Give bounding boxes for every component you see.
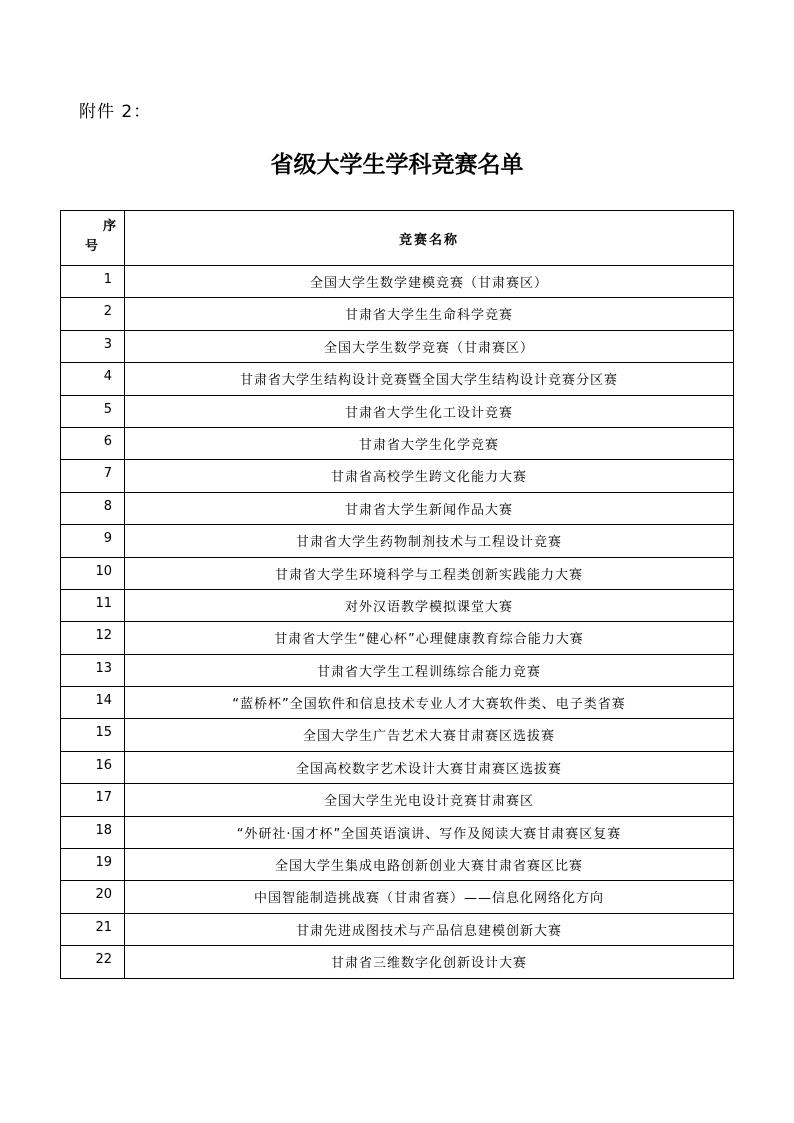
row-number: 10: [61, 557, 125, 589]
header-number-line1: 序: [102, 219, 116, 234]
table-row: [61, 784, 734, 816]
table-row: [61, 622, 734, 654]
competition-name: 全国大学生光电设计竞赛甘肃赛区: [125, 784, 734, 816]
header-number: [61, 211, 125, 266]
competition-name: 全国大学生集成电路创新创业大赛甘肃省赛区比赛: [125, 849, 734, 881]
row-number: 22: [61, 946, 125, 978]
competition-name: “蓝桥杯”全国软件和信息技术专业人才大赛软件类、电子类省赛: [125, 687, 734, 719]
row-number: 19: [61, 849, 125, 881]
competition-name: 甘肃省高校学生跨文化能力大赛: [125, 460, 734, 492]
row-number: 2: [61, 298, 125, 330]
table-row: [61, 946, 734, 978]
table-row: [61, 492, 734, 524]
row-number: 20: [61, 881, 125, 913]
competition-name: 甘肃省大学生化学竞赛: [125, 427, 734, 459]
competition-name: “外研社·国才杯”全国英语演讲、写作及阅读大赛甘肃赛区复赛: [125, 816, 734, 848]
table-row: [61, 751, 734, 783]
competition-name: 甘肃省大学生药物制剂技术与工程设计竞赛: [125, 525, 734, 557]
competition-name: 甘肃省大学生“健心杯”心理健康教育综合能力大赛: [125, 622, 734, 654]
competition-name: 全国大学生数学竞赛（甘肃赛区）: [125, 330, 734, 362]
table-header-row: [61, 211, 734, 266]
competition-name: 全国大学生数学建模竞赛（甘肃赛区）: [125, 266, 734, 298]
row-number: 16: [61, 751, 125, 783]
row-number: 1: [61, 266, 125, 298]
competition-name: 对外汉语教学模拟课堂大赛: [125, 589, 734, 621]
table-row: [61, 654, 734, 686]
table-row: [61, 557, 734, 589]
table-row: [61, 913, 734, 945]
competition-name: 甘肃先进成图技术与产品信息建模创新大赛: [125, 913, 734, 945]
table-row: [61, 525, 734, 557]
competition-name: 甘肃省三维数字化创新设计大赛: [125, 946, 734, 978]
row-number: 6: [61, 427, 125, 459]
row-number: 3: [61, 330, 125, 362]
competition-name: 甘肃省大学生生命科学竞赛: [125, 298, 734, 330]
table-row: [61, 266, 734, 298]
competition-name: 甘肃省大学生工程训练综合能力竞赛: [125, 654, 734, 686]
row-number: 4: [61, 363, 125, 395]
row-number: 15: [61, 719, 125, 751]
competition-name: 甘肃省大学生化工设计竞赛: [125, 395, 734, 427]
table-row: [61, 687, 734, 719]
competition-name: 中国智能制造挑战赛（甘肃省赛）——信息化网络化方向: [125, 881, 734, 913]
row-number: 8: [61, 492, 125, 524]
row-number: 21: [61, 913, 125, 945]
table-row: [61, 395, 734, 427]
table-row: [61, 719, 734, 751]
table-row: [61, 589, 734, 621]
header-competition-name: 竞赛名称: [125, 211, 734, 266]
row-number: 17: [61, 784, 125, 816]
table-row: [61, 363, 734, 395]
table-row: [61, 816, 734, 848]
document-title: 省级大学生学科竞赛名单: [270, 152, 524, 178]
table-row: [61, 460, 734, 492]
competition-name: 全国高校数字艺术设计大赛甘肃赛区选拔赛: [125, 751, 734, 783]
row-number: 12: [61, 622, 125, 654]
competition-name: 甘肃省大学生新闻作品大赛: [125, 492, 734, 524]
row-number: 13: [61, 654, 125, 686]
row-number: 5: [61, 395, 125, 427]
table-row: [61, 881, 734, 913]
row-number: 14: [61, 687, 125, 719]
row-number: 7: [61, 460, 125, 492]
row-number: 11: [61, 589, 125, 621]
table-row: [61, 330, 734, 362]
table-row: [61, 298, 734, 330]
row-number: 9: [61, 525, 125, 557]
table-row: [61, 427, 734, 459]
competition-name: 全国大学生广告艺术大赛甘肃赛区选拔赛: [125, 719, 734, 751]
competition-name: 甘肃省大学生环境科学与工程类创新实践能力大赛: [125, 557, 734, 589]
competition-name: 甘肃省大学生结构设计竞赛暨全国大学生结构设计竞赛分区赛: [125, 363, 734, 395]
competition-table: [60, 210, 734, 979]
attachment-label: 附件 2：: [79, 102, 152, 122]
table-row: [61, 849, 734, 881]
header-number-line2: 号: [85, 239, 99, 254]
row-number: 18: [61, 816, 125, 848]
